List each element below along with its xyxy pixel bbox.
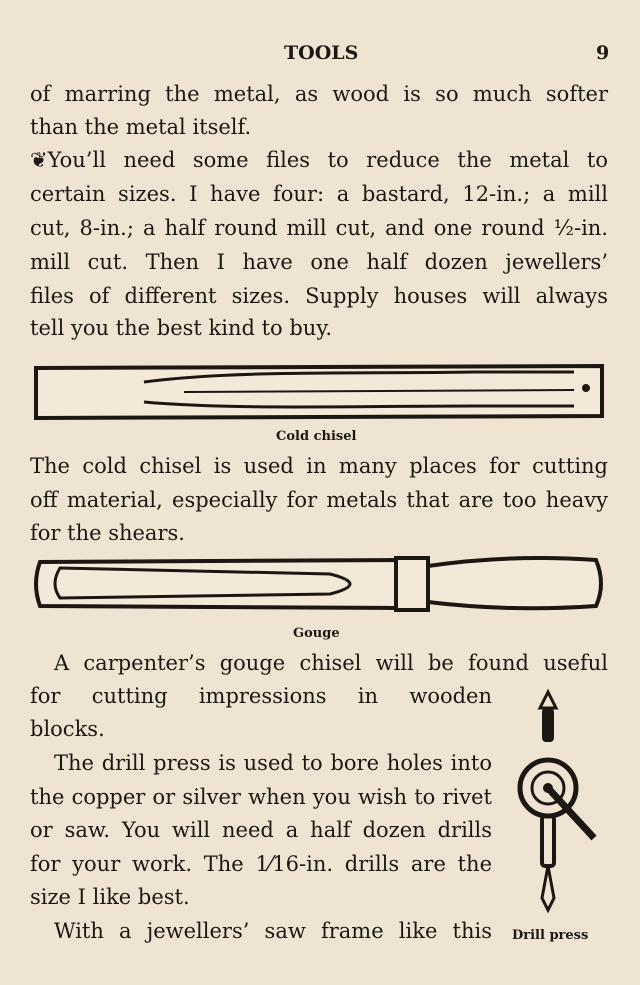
- text-line: certain sizes. I have four: a bastard, 12-in.; a mill: [30, 182, 608, 206]
- cold-chisel-illustration: [34, 362, 606, 422]
- text-line: ❦You’ll need some files to reduce the metal to: [30, 148, 608, 172]
- text-line: The cold chisel is used in many places for cutting: [30, 454, 608, 478]
- text-line: or saw. You will need a half dozen drills: [30, 818, 492, 842]
- text-line: of marring the metal, as wood is so much softer: [30, 82, 608, 106]
- drill-press-illustration: [508, 688, 600, 920]
- text-line: With a jewellers’ saw frame like this: [54, 919, 492, 943]
- text-line: cut, 8-in.; a half round mill cut, and one round ½-in.: [30, 216, 608, 240]
- caption-gouge: Gouge: [293, 626, 340, 641]
- caption-cold-chisel: Cold chisel: [276, 429, 357, 444]
- text-line: size I like best.: [30, 885, 190, 909]
- text-line: than the metal itself.: [30, 115, 252, 139]
- text-line: blocks.: [30, 717, 105, 741]
- text-line: off material, especially for metals that are too heavy: [30, 488, 608, 512]
- text-line: mill cut. Then I have one half dozen jewellers’: [30, 250, 608, 274]
- text-line: files of different sizes. Supply houses will always: [30, 284, 608, 308]
- text-line: for cutting impressions in wooden: [30, 684, 492, 708]
- caption-drill-press: Drill press: [512, 928, 589, 943]
- text-line: for the shears.: [30, 521, 185, 545]
- gouge-illustration: [30, 552, 606, 616]
- text-line: tell you the best kind to buy.: [30, 316, 333, 340]
- running-header: TOOLS: [284, 42, 359, 64]
- text-line: for your work. The 1⁄16-in. drills are the: [30, 852, 492, 876]
- text-line: The drill press is used to bore holes into: [54, 751, 492, 775]
- page-number: 9: [596, 42, 610, 64]
- text-line: A carpenter’s gouge chisel will be found useful: [54, 651, 608, 675]
- text-line: the copper or silver when you wish to rivet: [30, 785, 492, 809]
